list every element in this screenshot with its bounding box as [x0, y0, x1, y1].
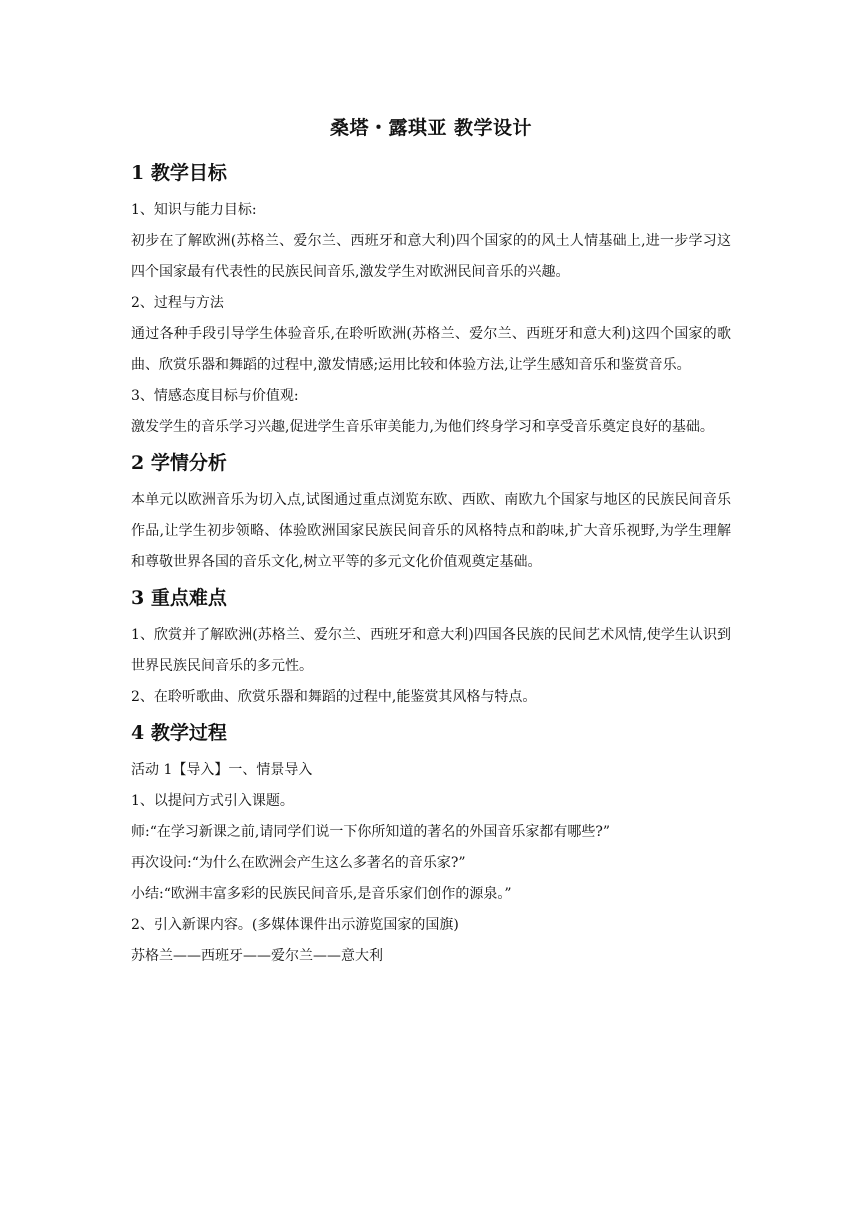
- paragraph: 2、在聆听歌曲、欣赏乐器和舞蹈的过程中,能鉴赏其风格与特点。: [131, 689, 537, 705]
- paragraph: 苏格兰——西班牙——爱尔兰——意大利: [131, 948, 383, 964]
- paragraph: 再次设问:“为什么在欧洲会产生这么多著名的音乐家?”: [131, 855, 466, 871]
- paragraph: 1、知识与能力目标:: [131, 202, 257, 218]
- paragraph: 3、情感态度目标与价值观:: [131, 388, 299, 404]
- paragraph: 小结:“欧洲丰富多彩的民族民间音乐,是音乐家们创作的源泉。”: [131, 886, 512, 902]
- section-heading-teaching-process: 4 教学过程: [131, 722, 227, 744]
- section-heading-key-points: 3 重点难点: [131, 587, 227, 609]
- paragraph: 师:“在学习新课之前,请同学们说一下你所知道的著名的外国音乐家都有哪些?”: [131, 824, 610, 840]
- paragraph: 初步在了解欧洲(苏格兰、爱尔兰、西班牙和意大利)四个国家的的风土人情基础上,进一步学习这四个国家最有代表性的民族民间音乐,激发学生对欧洲民间音乐的兴趣。: [131, 233, 731, 280]
- paragraph: 2、引入新课内容。(多媒体课件出示游览国家的国旗): [131, 917, 459, 933]
- section-heading-teaching-goals: 1 教学目标: [131, 162, 227, 184]
- section-heading-student-analysis: 2 学情分析: [131, 452, 227, 474]
- paragraph: 活动 1【导入】一、情景导入: [131, 762, 313, 778]
- paragraph: 本单元以欧洲音乐为切入点,试图通过重点浏览东欧、西欧、南欧九个国家与地区的民族民间音乐作品,让学生初步领略、体验欧洲国家民族民间音乐的风格特点和韵味,扩大音乐视野,为学生理解和尊敬世界各国的音乐文化,树立平等的多元文化价值观奠定基础。: [131, 492, 731, 570]
- paragraph: 2、过程与方法: [131, 295, 224, 311]
- document-title: 桑塔・露琪亚 教学设计: [329, 117, 533, 139]
- paragraph: 1、欣赏并了解欧洲(苏格兰、爱尔兰、西班牙和意大利)四国各民族的民间艺术风情,使学生认识到世界民族民间音乐的多元性。: [131, 627, 731, 674]
- paragraph: 通过各种手段引导学生体验音乐,在聆听欧洲(苏格兰、爱尔兰、西班牙和意大利)这四个国家的歌曲、欣赏乐器和舞蹈的过程中,激发情感;运用比较和体验方法,让学生感知音乐和鉴赏音乐。: [131, 326, 731, 373]
- document-content: [131, 112, 731, 972]
- paragraph: 1、以提问方式引入课题。: [131, 793, 294, 809]
- paragraph: 激发学生的音乐学习兴趣,促进学生音乐审美能力,为他们终身学习和享受音乐奠定良好的基础。: [131, 419, 714, 435]
